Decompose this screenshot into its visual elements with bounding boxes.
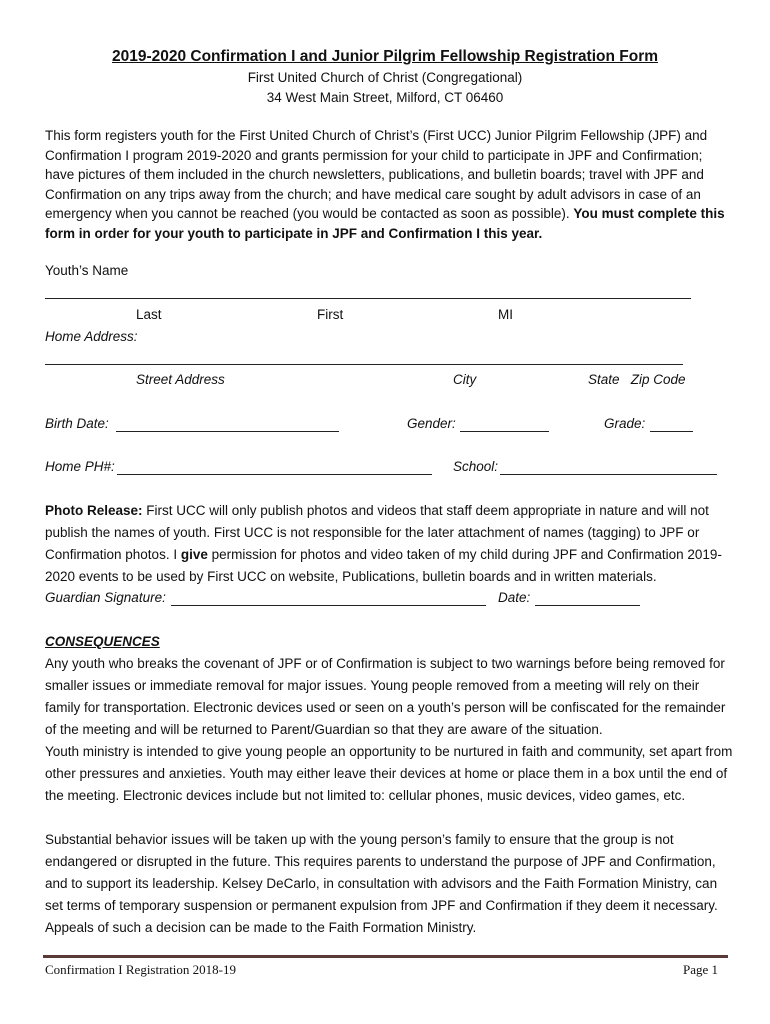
home-address-label: Home Address: xyxy=(45,329,138,344)
gender-line[interactable] xyxy=(460,431,549,432)
state-zip-caption: State Zip Code xyxy=(588,372,686,387)
youth-name-label: Youth’s Name xyxy=(45,263,129,278)
guardian-signature-line[interactable] xyxy=(171,605,486,606)
intro-text: This form registers youth for the First United Church of Christ’s (First UCC) Junior Pilgrim Fellowship (JPF) and Confirmation I program 2019-2020 and grants permission for your child to participate in JPF and Confirmation; have pictures of them included in the church newsletters, publications, and bulletin boards; travel with JPF and Confirmation on any trips away from the church; and have medical care sought by adult advisors in case of an emergency when you cannot be reached (you would be contacted as soon as possible). xyxy=(45,128,708,222)
form-title: 2019-2020 Confirmation I and Junior Pilgrim Fellowship Registration Form xyxy=(111,48,659,65)
last-name-caption: Last xyxy=(136,307,162,322)
footer-title: Confirmation I Registration 2018-19 xyxy=(45,962,237,977)
birth-date-line[interactable] xyxy=(116,431,339,432)
date-line[interactable] xyxy=(535,605,640,606)
street-address-caption: Street Address xyxy=(136,372,225,387)
gender-label: Gender: xyxy=(407,416,456,431)
consequences-paragraph-2: Youth ministry is intended to give young people an opportunity to be nurtured in faith and community, set apart from other pressures and anxieties. Youth may either leave their devices at home or place them in a box until the end of the meeting. Electronic devices include but not limited to: cellular phones, music devices, video games, etc. xyxy=(45,744,733,803)
footer-divider xyxy=(43,955,728,958)
guardian-signature-label: Guardian Signature: xyxy=(45,590,166,605)
consequences-paragraph-1: Any youth who breaks the covenant of JPF or of Confirmation is subject to two warnings before being removed for smaller issues or immediate removal for major issues. Young people removed from a meeting will rely on their family for transportation. Electronic devices used or seen on a youth’s person will be confiscated for the remainder of the meeting and will be returned to Parent/Guardian so that they are aware of the situation. xyxy=(45,656,726,737)
photo-release-give: give xyxy=(180,547,208,562)
birth-date-label: Birth Date: xyxy=(45,416,109,431)
date-label: Date: xyxy=(498,590,531,605)
intro-bold-text: You must complete this form in order for your youth to participate in JPF and Confirmation I this year. xyxy=(45,206,725,241)
church-address: 34 West Main Street, Milford, CT 06460 xyxy=(266,90,504,105)
church-name: First United Church of Christ (Congregational) xyxy=(247,70,523,85)
home-phone-label: Home PH#: xyxy=(45,459,115,474)
youth-name-line[interactable] xyxy=(45,298,691,299)
first-name-caption: First xyxy=(317,307,344,322)
grade-line[interactable] xyxy=(650,431,693,432)
photo-release-text-1: First UCC will only publish photos and videos that staff deem appropriate in nature and will not publish the names of youth. First UCC is not responsible for the later attachment of names (tagging) to JPF or Confirmation photos. I xyxy=(45,503,709,562)
page-number: Page 1 xyxy=(682,962,718,977)
intro-paragraph xyxy=(45,126,735,244)
school-line[interactable] xyxy=(500,474,717,475)
home-phone-line[interactable] xyxy=(117,474,432,475)
middle-initial-caption: MI xyxy=(498,307,513,322)
photo-release-paragraph xyxy=(45,500,735,588)
consequences-heading: CONSEQUENCES xyxy=(45,634,160,649)
school-label: School: xyxy=(453,459,499,474)
home-address-line[interactable] xyxy=(45,364,683,365)
grade-label: Grade: xyxy=(604,416,646,431)
photo-release-text-2: permission for photos and video taken of my child during JPF and Confirmation 2019-2020 events to be used by First UCC on website, Publications, bulletin boards and in written materials. xyxy=(45,547,722,584)
city-caption: City xyxy=(453,372,477,387)
consequences-paragraph-3: Substantial behavior issues will be taken up with the young person’s family to ensure that the group is not endangered or disrupted in the future. This requires parents to understand the purpose of JPF and Confirmation, and to support its leadership. Kelsey DeCarlo, in consultation with advisors and the Faith Formation Ministry, can set terms of temporary suspension or permanent expulsion from JPF and Confirmation if they deem it necessary. Appeals of such a decision can be made to the Faith Formation Ministry. xyxy=(45,832,718,935)
photo-release-label: Photo Release: xyxy=(45,503,143,518)
